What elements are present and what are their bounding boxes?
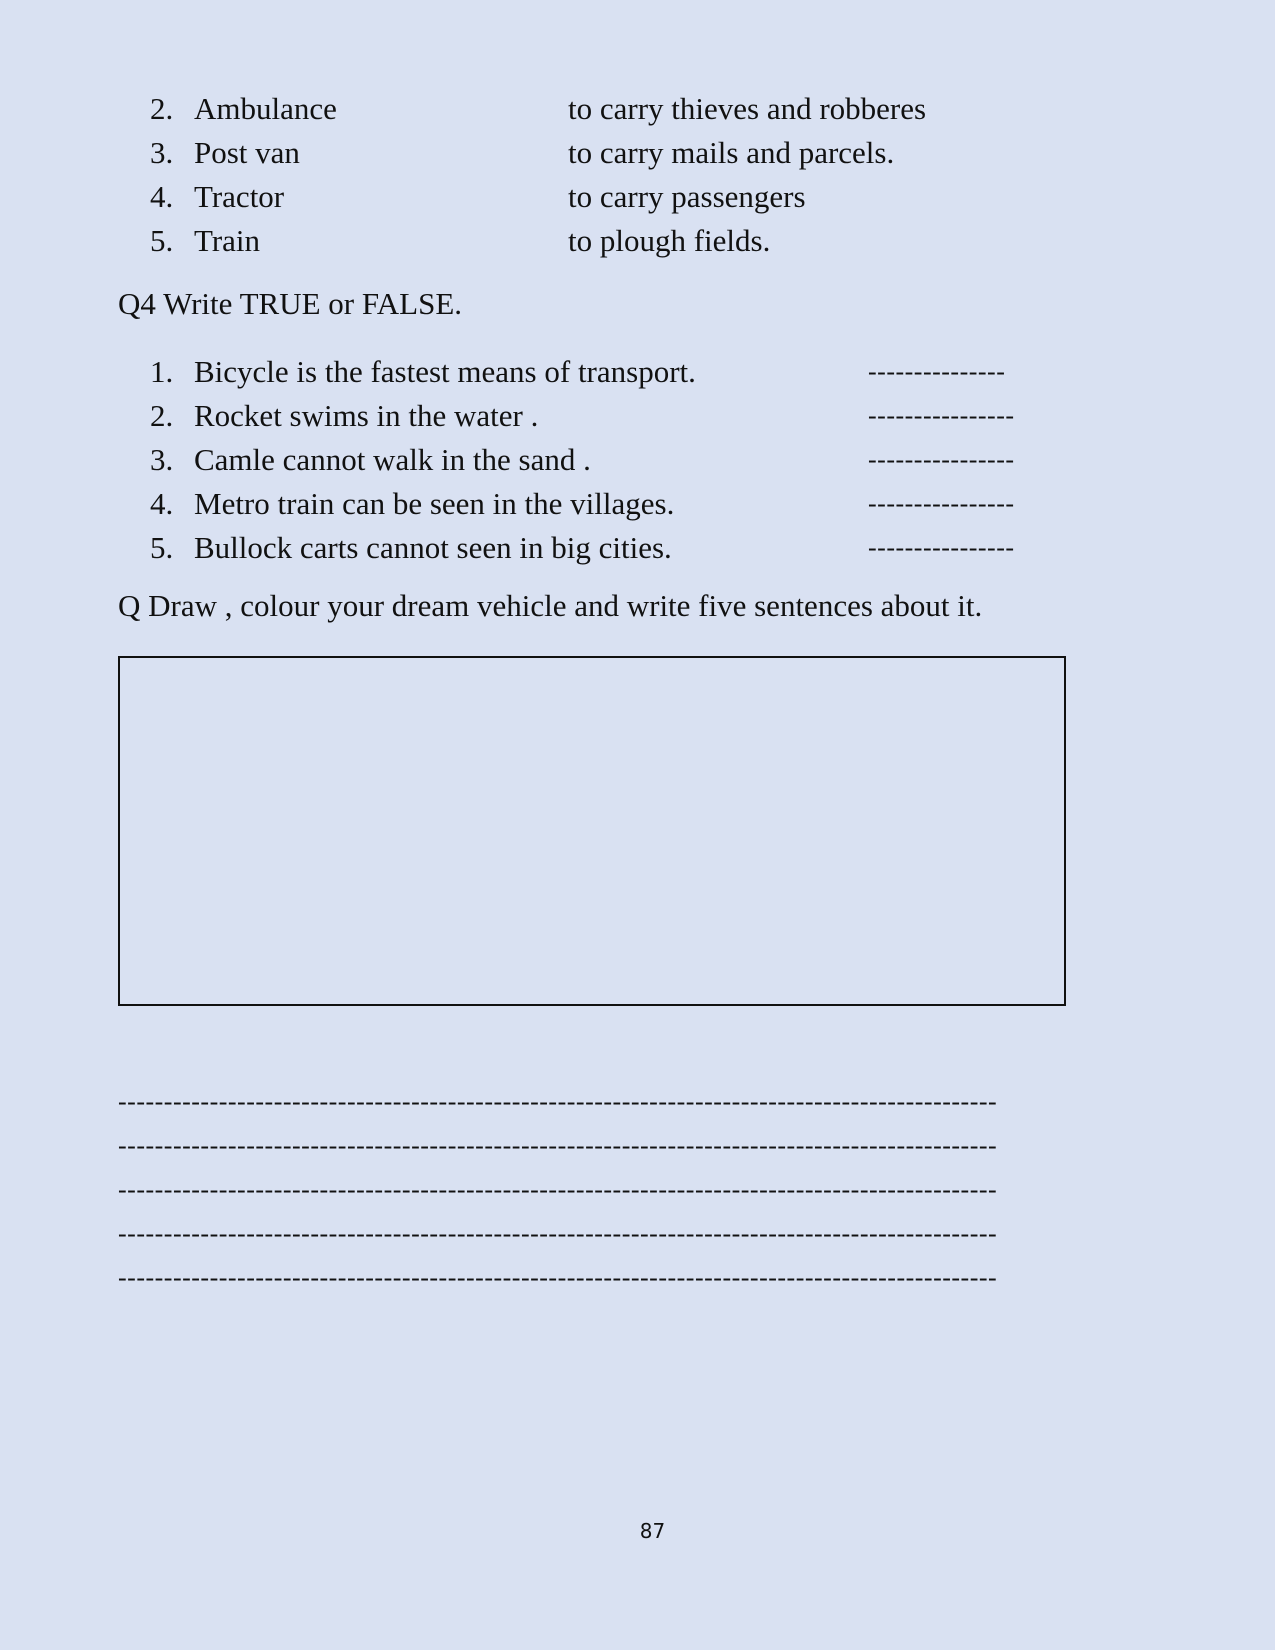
writing-lines xyxy=(118,1080,1183,1300)
match-row xyxy=(150,131,1050,175)
q4-heading: Q4 Write TRUE or FALSE. xyxy=(118,286,463,321)
true-false-item xyxy=(150,438,1050,482)
vehicle-name: Tractor xyxy=(194,179,285,214)
item-number: 3. xyxy=(150,135,174,170)
match-list xyxy=(150,87,1050,263)
statement-text: Rocket swims in the water . xyxy=(194,398,539,433)
true-false-item xyxy=(150,350,1050,394)
match-row xyxy=(150,219,1050,263)
answer-blank[interactable]: ---------------- xyxy=(868,489,1015,518)
vehicle-use: to carry thieves and robberes xyxy=(568,91,927,126)
item-number: 1. xyxy=(150,354,174,389)
match-row xyxy=(150,175,1050,219)
vehicle-use: to carry passengers xyxy=(568,179,806,214)
answer-blank[interactable]: ---------------- xyxy=(868,445,1015,474)
vehicle-use: to carry mails and parcels. xyxy=(568,135,895,170)
writing-line[interactable]: ------------------------------------------------------------------------------------------------ xyxy=(118,1263,998,1292)
vehicle-name: Train xyxy=(194,223,261,258)
item-number: 4. xyxy=(150,179,174,214)
true-false-item xyxy=(150,394,1050,438)
writing-line[interactable]: ------------------------------------------------------------------------------------------------ xyxy=(118,1219,998,1248)
statement-text: Metro train can be seen in the villages. xyxy=(194,486,675,521)
item-number: 5. xyxy=(150,530,174,565)
true-false-list xyxy=(150,350,1050,570)
vehicle-use: to plough fields. xyxy=(568,223,771,258)
item-number: 2. xyxy=(150,91,174,126)
true-false-item xyxy=(150,482,1050,526)
answer-blank[interactable]: ---------------- xyxy=(868,533,1015,562)
writing-line[interactable]: ------------------------------------------------------------------------------------------------ xyxy=(118,1131,998,1160)
item-number: 3. xyxy=(150,442,174,477)
item-number: 4. xyxy=(150,486,174,521)
match-row xyxy=(150,87,1050,131)
draw-question-heading: Q Draw , colour your dream vehicle and write five sentences about it. xyxy=(118,588,983,623)
statement-text: Bicycle is the fastest means of transport. xyxy=(194,354,696,389)
answer-blank[interactable]: ---------------- xyxy=(868,401,1015,430)
statement-text: Camle cannot walk in the sand . xyxy=(194,442,591,477)
statement-text: Bullock carts cannot seen in big cities. xyxy=(194,530,672,565)
item-number: 2. xyxy=(150,398,174,433)
answer-blank[interactable]: --------------- xyxy=(868,357,1006,386)
writing-line[interactable]: ------------------------------------------------------------------------------------------------ xyxy=(118,1087,998,1116)
item-number: 5. xyxy=(150,223,174,258)
drawing-box[interactable] xyxy=(118,656,1066,1006)
writing-line[interactable]: ------------------------------------------------------------------------------------------------ xyxy=(118,1175,998,1204)
vehicle-name: Ambulance xyxy=(194,91,337,126)
page-number: 87 xyxy=(639,1519,666,1543)
true-false-item xyxy=(150,526,1050,570)
vehicle-name: Post van xyxy=(194,135,300,170)
